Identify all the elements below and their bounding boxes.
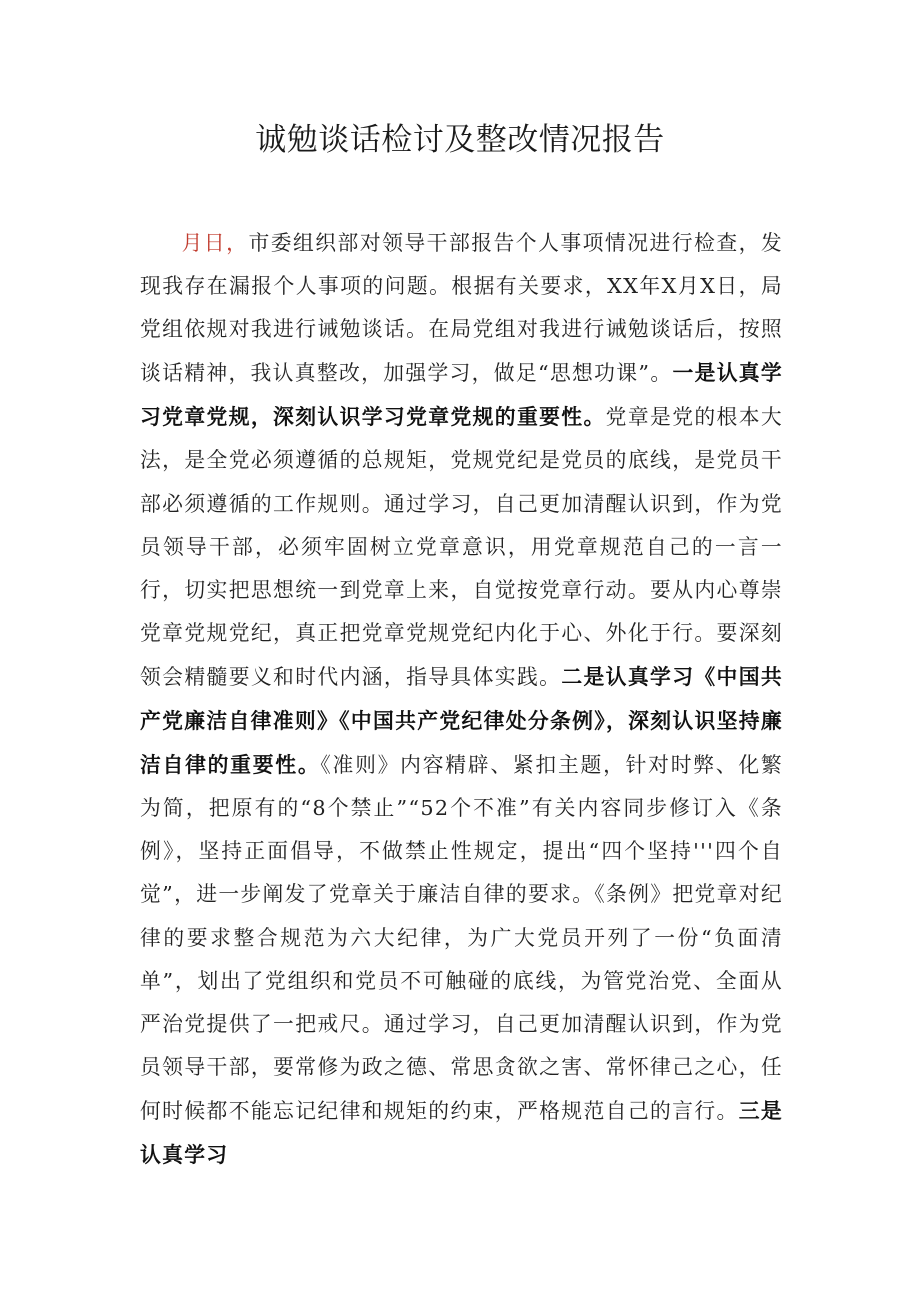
document-title: 诚勉谈话检讨及整改情况报告	[255, 122, 665, 158]
bold-heading-1: 一是认真学习党章党规，深刻认识学习党章党规的重要性。	[140, 360, 784, 430]
body-paragraph	[140, 222, 783, 1177]
bold-heading-3: 三是认真学习	[140, 1097, 783, 1167]
paragraph-text-2: 党章是党的根本大法，是全党必须遵循的总规矩，党规党纪是党员的底线，是党员干部必须遵循的工作规则。通过学习，自己更加清醒认识到，作为党员领导干部，必须牢固树立党章意识，用党章规范自己的一言一行，切实把思想统一到党章上来，自觉按党章行动。要从内心尊崇党章党规党纪，真正把党章党规党纪内化于心、外化于行。要深刻领会精髓要义和时代内涵，指导具体实践。	[140, 405, 783, 689]
paragraph-text-1: 市委组织部对领导干部报告个人事项情况进行检查，发现我存在漏报个人事项的问题。根据有关要求，XX年X月X日，局党组依规对我进行诫勉谈话。在局党组对我进行诫勉谈话后，按照谈话精神，我认真整改，加强学习，做足“思想功课”。	[140, 231, 783, 386]
date-prefix: 月日，	[181, 231, 249, 255]
paragraph-text-3: 《准则》内容精辟、紧扣主题，针对时弊、化繁为简，把原有的“8个禁止”“52个不准”有关内容同步修订入《条例》，坚持正面倡导，不做禁止性规定，提出“四个坚持'''四个自觉”，进一步阐发了党章关于廉洁自律的要求。《条例》把党章对纪律的要求整合规范为六大纪律，为广大党员开列了一份“负面清单”，划出了党组织和党员不可触碰的底线，为管党治党、全面从严治党提供了一把戒尺。通过学习，自己更加清醒认识到，作为党员领导干部，要常修为政之德、常思贪欲之害、常怀律己之心，任何时候都不能忘记纪律和规矩的约束，严格规范自己的言行。	[140, 753, 783, 1123]
bold-heading-2: 二是认真学习《中国共产党廉洁自律准则》《中国共产党纪律处分条例》，深刻认识坚持廉洁自律的重要性。	[140, 663, 783, 778]
